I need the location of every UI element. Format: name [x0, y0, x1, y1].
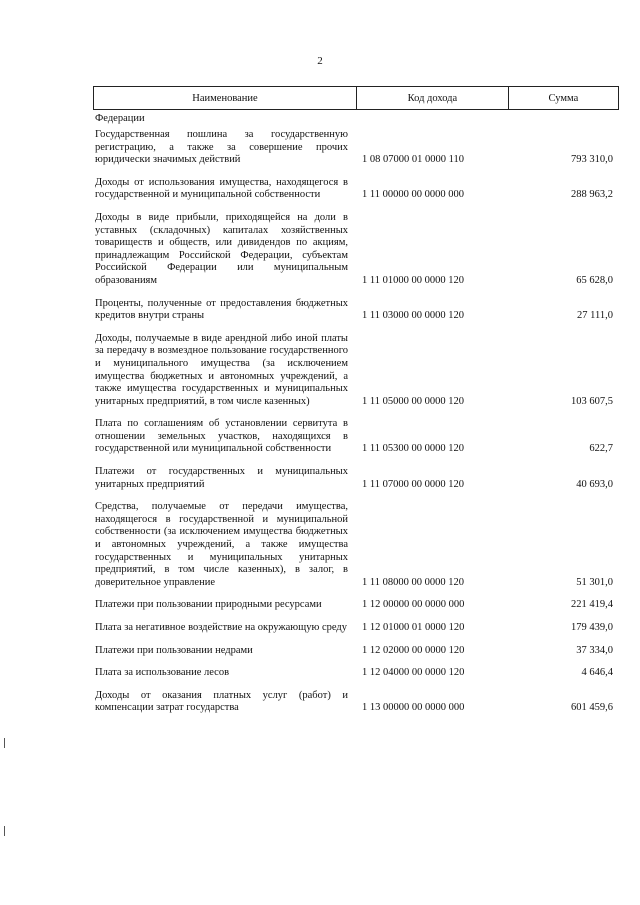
table-row: [93, 212, 619, 288]
header-code: Код дохода: [356, 87, 508, 109]
header-name: Наименование: [93, 87, 356, 109]
row-name: Платежи при пользовании недрами: [95, 644, 253, 656]
margin-mark: [4, 826, 5, 836]
table-row: [93, 129, 619, 167]
table-row: [93, 645, 619, 658]
row-code: 1 11 05300 00 0000 120: [362, 443, 464, 455]
row-code: 1 08 07000 01 0000 110: [362, 154, 464, 166]
row-code: 1 12 00000 00 0000 000: [362, 599, 465, 611]
row-name: Плата за негативное воздействие на окружающую среду: [95, 622, 347, 633]
row-code: 1 11 01000 00 0000 120: [362, 274, 464, 286]
row-sum: 601 459,6: [571, 702, 613, 714]
row-code: 1 11 00000 00 0000 000: [362, 189, 464, 201]
row-sum: 221 419,4: [571, 599, 613, 611]
table-row: [93, 466, 619, 491]
margin-mark: [4, 738, 5, 748]
row-sum: 37 334,0: [576, 644, 613, 656]
table-row: [93, 667, 619, 680]
row-sum: 793 310,0: [571, 154, 613, 166]
continuation-text: Федерации: [95, 113, 145, 124]
row-code: 1 12 04000 00 0000 120: [362, 667, 465, 679]
row-name: Доходы от использования имущества, находящегося в государственной и муниципальной собственности: [95, 176, 348, 201]
row-code: 1 12 01000 01 0000 120: [362, 622, 465, 633]
table-row: [93, 177, 619, 202]
row-sum: 288 963,2: [571, 189, 613, 201]
row-sum: 179 439,0: [571, 622, 613, 633]
row-sum: 65 628,0: [576, 274, 613, 286]
table-row: [93, 418, 619, 456]
page-number: 2: [317, 55, 323, 67]
row-code: 1 11 03000 00 0000 120: [362, 310, 464, 322]
header-sum: Сумма: [508, 87, 619, 109]
row-sum: 51 301,0: [576, 576, 613, 588]
row-sum: 40 693,0: [576, 478, 613, 490]
row-code: 1 11 07000 00 0000 120: [362, 478, 464, 490]
table-row: [93, 298, 619, 323]
row-name: Доходы, получаемые в виде арендной либо иной платы за передачу в возмездное пользование государственного и муниципального имущества (за исключением имущества бюджетных и автономных учреждений, а также имущества государственных и муниципальных унитарных предприятий, в том числе казенных): [95, 332, 348, 407]
row-code: 1 13 00000 00 0000 000: [362, 702, 465, 714]
row-code: 1 12 02000 00 0000 120: [362, 644, 465, 656]
row-name: Доходы от оказания платных услуг (работ) и компенсации затрат государства: [95, 689, 348, 714]
row-name: Средства, получаемые от передачи имущества, находящегося в государственной и муниципальной собственности (за исключением имущества бюджетных и автономных учреждений, а также имущества государственных и муниципальных унитарных предприятий, в том числе казенных), в залог, в доверительное управление: [95, 501, 348, 588]
table-header: [93, 86, 619, 110]
table-row: [93, 690, 619, 715]
row-sum: 4 646,4: [581, 667, 613, 679]
row-name: Проценты, полученные от предоставления бюджетных кредитов внутри страны: [95, 297, 348, 322]
row-name: Доходы в виде прибыли, приходящейся на доли в уставных (складочных) капиталах хозяйственных товариществ и обществ, или дивидендов по акциям, принадлежащим Российской Федерации, субъектам Российской Федерации или муниципальным образованиям: [95, 211, 348, 286]
table-row: [93, 333, 619, 409]
row-name: Государственная пошлина за государственную регистрацию, а также за совершение прочих юридически значимых действий: [95, 129, 348, 166]
row-code: 1 11 05000 00 0000 120: [362, 395, 464, 407]
table-row: [93, 622, 619, 635]
table-row: [93, 501, 619, 589]
row-name: Платежи при пользовании природными ресурсами: [95, 599, 322, 611]
row-sum: 27 111,0: [577, 310, 613, 322]
row-name: Плата за использование лесов: [95, 667, 230, 679]
row-code: 1 11 08000 00 0000 120: [362, 576, 464, 588]
revenue-table: [93, 86, 619, 715]
row-name: Плата по соглашениям об установлении сервитута в отношении земельных участков, находящихся в государственной или муниципальной собственности: [95, 418, 348, 455]
table-row: [93, 599, 619, 612]
row-sum: 103 607,5: [571, 395, 613, 407]
row-sum: 622,7: [589, 443, 613, 455]
row-name: Платежи от государственных и муниципальных унитарных предприятий: [95, 466, 348, 490]
